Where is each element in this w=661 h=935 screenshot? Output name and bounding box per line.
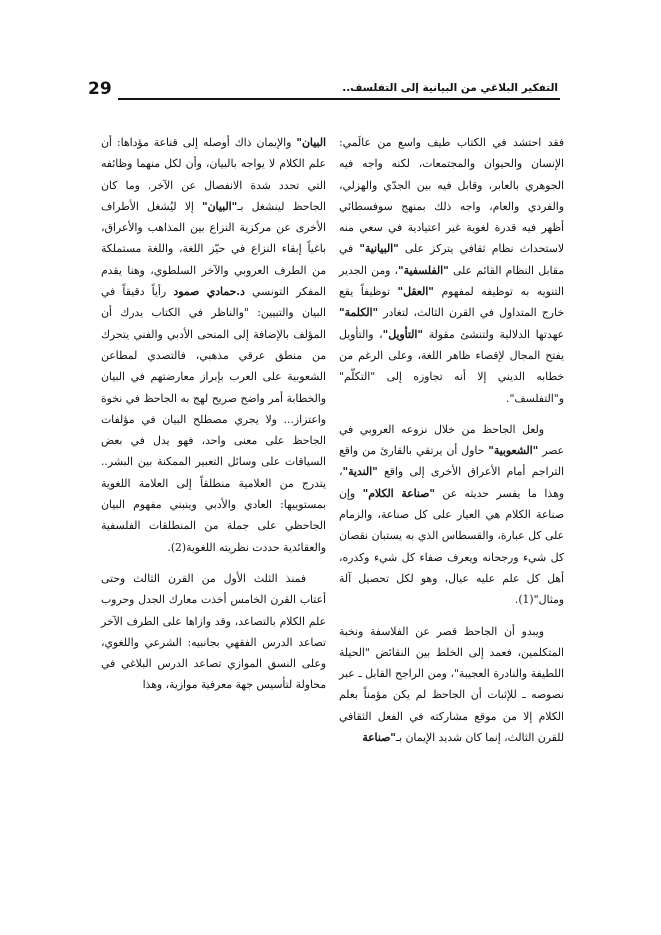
bold-term: "الكلمة"	[339, 306, 379, 320]
paragraph: ويبدو أن الجاحظ قصر عن الفلاسفة ونخبة المتكلمين، فعمد إلى الخلط بين النقائض "الحيلة اللطيفة والنادرة العجيبة"، ومن الراجح القابل ـ عبر نصوصه ـ للإثبات أن الجاحظ لم يكن مؤمناً بعلم الكلام إلا من موقع مشاركته في الفعل الثقافي للقرن الثالث، إنما كان شديد الإيمان بـ"صناعة	[339, 624, 564, 745]
left-column	[101, 132, 326, 912]
bold-term: البيان"	[296, 136, 326, 149]
paragraph: البيان" والإيمان ذاك أوصله إلى قناعة مؤداها: أن علم الكلام لا يواجه بالبيان، وأن لكل منهما وظائفه التي تحدد شدة الانفصال عن الآخر. وما كان الجاحظ لينشغل بـ"البيان" إلا ليُشغل الأطراف الأخرى عن مركزية النزاع بين المذاهب والأعراق، باغياً إبقاء النزاع في حيّز اللغة، واللغة مستملكة من الطرف العروبي والآخر السلطوي، وهنا يقدم المفكر التونسي د.حمادي صمود رأياً دقيقاً في البيان والتبيين: "والناظر في الكتاب يدرك أن المؤلف بالإضافة إلى المنحى الأدبي والفني يتحرك من منطق عرقي مذهبي، فالتصدي لمطاعن الشعوبية على العرب بإبراز معارضتهم في البيان والخطابة أمر واضح صريح لهج به الجاحظ في نخوة واعتزاز... ولا يجري مصطلح البيان في مؤلفات الجاحظ على معنى واحد، فهو يدل في بعض السياقات على وسائل التعبير الممكنة بين البشر.. يتدرج من العلامية منطلقاً إلى العلامة اللغوية بمستوييها: العادي والأدبي وينبني مفهوم البيان الجاحظي على جملة من المنطلقات الفلسفية والعقائدية حددت نظريته اللغوية(2).	[101, 136, 326, 554]
running-title: التفكير البلاغي من البيانية إلى التفلسف..	[342, 82, 558, 94]
bold-term: "الفلسفية"	[398, 263, 449, 277]
bold-term: "الندية"	[342, 465, 378, 479]
bold-term: "البيانية"	[359, 242, 399, 256]
bold-term: "التأويل"	[382, 327, 424, 341]
page-number: 29	[88, 79, 112, 99]
paragraph: ولعل الجاحظ من خلال نزوعه العروبي في عصر "الشعوبية" حاول أن يرتقي بالقارئ من واقع التراجم أمام الأعراق الأخرى إلى واقع "الندية"، وهذا ما يفسر حديثه عن "صناعة الكلام" وإن صناعة الكلام هي العيار على كل صناعة، والزمام على كل عبارة، والقسطاس الذي به يستبان نقصان كل شيء ورجحانه ويعرف صفاء كل شيء وكدره، أهل كل علم عليه عيال، وهو لكل تحصيل آلة ومثال"(1).	[339, 422, 564, 607]
paragraph: فمنذ الثلث الأول من القرن الثالث وحتى أعتاب القرن الخامس أخذت معارك الجدل وحروب علم الكلام بالتصاعد، وقد وازاها على الطرف الآخر تصاعد الدرس الفقهي بجانبيه: الشرعي واللغوي، وعلى النسق الموازي تصاعد الدرس البلاغي في محاولة لتأسيس جهة معرفية موازية، وهذا	[101, 571, 326, 692]
bold-term: "البيان"	[202, 199, 238, 213]
page-header	[88, 78, 560, 104]
right-column	[339, 132, 564, 912]
paragraph: فقد احتشد في الكتاب طيف واسع من عالَمي: الإنسان والحيوان والمجتمعات، لكنه واجه فيه الجوهري بالعابر، وقابل فيه بين الجدّي والهزلي، والفردي والعام، واجه ذلك بمنهج سوفسطائي أظهر فيه قدرة لغوية غير اعتيادية في سعي منه لاستحداث نظام ثقافي يتركز على "البيانية" في مقابل النظام القائم على "الفلسفية"، ومن الجدير التنويه به توظيفه لمفهوم "العقل" توظيفاً يقع خارج المتداول في القرن الثالث، لتغادر "الكلمة" عهدتها الدلالية ولتنشئ مقولة "التأويل"، والتأويل يفتح المجال لإقصاء ظاهر اللغة، وعلى الرغم من خطابه الديني إلا أنه تجاوزه إلى "التكلّم" و"التفلسف".	[339, 136, 565, 405]
bold-term: "صناعة	[362, 731, 396, 745]
bold-term: "صناعة الكلام"	[362, 486, 435, 500]
bold-term: "العقل"	[397, 285, 434, 299]
header-rule	[118, 98, 560, 100]
author-name: د.حمادي صمود	[173, 285, 245, 299]
bold-term: "الشعوبية"	[488, 444, 539, 458]
